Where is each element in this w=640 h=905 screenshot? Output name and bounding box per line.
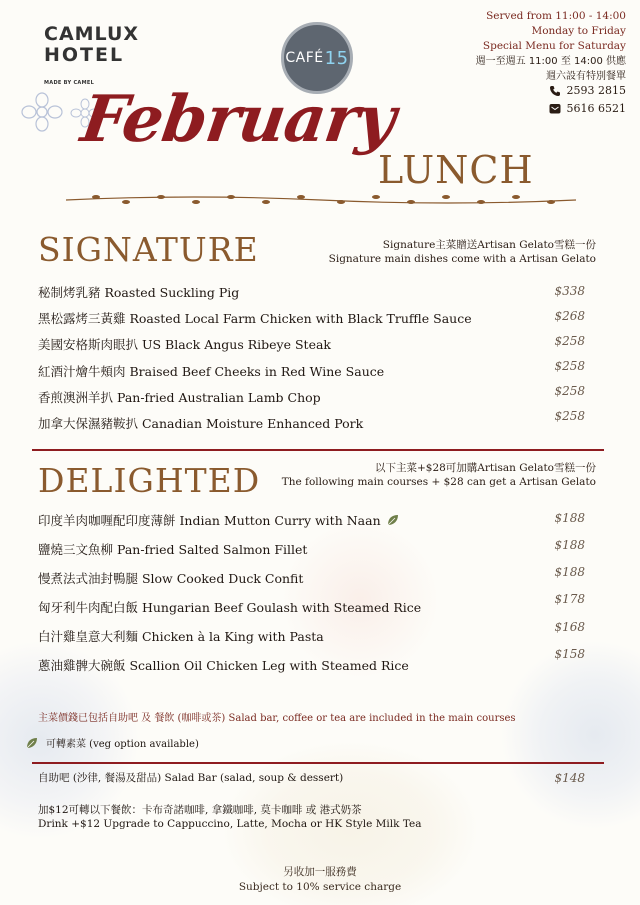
menu-item bbox=[38, 388, 321, 406]
menu-item-name: 慢煮法式油封鴨腿 Slow Cooked Duck Confit bbox=[38, 571, 304, 586]
menu-item-price: $268 bbox=[554, 309, 585, 323]
menu-item bbox=[38, 540, 307, 558]
delighted-section-note bbox=[282, 461, 596, 489]
menu-item-price: $338 bbox=[554, 284, 585, 298]
menu-item-price: $258 bbox=[554, 384, 585, 398]
menu-item-price: $178 bbox=[554, 592, 585, 606]
made-by-text: MADE BY CAMEL bbox=[44, 80, 95, 86]
menu-item-name: 鹽燒三文魚柳 Pan-fried Salted Salmon Fillet bbox=[38, 542, 308, 557]
menu-item-price: $258 bbox=[554, 334, 585, 348]
veg-option-note bbox=[26, 735, 199, 750]
menu-item bbox=[38, 627, 324, 645]
menu-item bbox=[38, 511, 399, 529]
menu-item-name: 蔥油雞髀大碗飯 Scallion Oil Chicken Leg with Steamed Rice bbox=[38, 658, 409, 673]
hours-line: Served from 11:00 - 14:00 bbox=[486, 10, 626, 22]
whatsapp-contact bbox=[549, 102, 627, 115]
cafe-badge-number: 15 bbox=[324, 47, 349, 69]
signature-section-note bbox=[329, 238, 596, 266]
february-script-title: February bbox=[76, 82, 400, 157]
cafe-badge-text: CAFÉ bbox=[285, 50, 324, 66]
service-hours bbox=[476, 9, 626, 84]
phone-number: 2593 2815 bbox=[566, 84, 626, 97]
drink-upgrade-en: Drink +$12 Upgrade to Cappuccino, Latte, Mocha or HK Style Milk Tea bbox=[38, 818, 422, 830]
phone-icon bbox=[549, 85, 561, 97]
menu-item-price: $188 bbox=[554, 511, 585, 525]
menu-item-price: $258 bbox=[554, 409, 585, 423]
hotel-logo-line2: HOTEL bbox=[44, 44, 125, 66]
menu-item-name: 匈牙利牛肉配白飯 Hungarian Beef Goulash with Steamed Rice bbox=[38, 600, 422, 615]
hours-line: 週一至週五 11:00 至 14:00 供應 bbox=[475, 56, 626, 67]
signature-note-zh: Signature主菜贈送Artisan Gelato雪糕一份 bbox=[382, 239, 596, 251]
menu-item-name: 香煎澳洲羊扒 Pan-fried Australian Lamb Chop bbox=[38, 390, 321, 405]
hours-line: Monday to Friday bbox=[531, 25, 626, 37]
menu-item-name: 白汁雞皇意大利麵 Chicken à la King with Pasta bbox=[38, 629, 324, 644]
menu-item bbox=[38, 569, 303, 587]
menu-item-price: $258 bbox=[554, 359, 585, 373]
signature-section-title: SIGNATURE bbox=[38, 230, 259, 269]
menu-item bbox=[38, 362, 384, 380]
included-note: 主菜價錢已包括自助吧 及 餐飲 (咖啡或茶) Salad bar, coffee or tea are included in the main courses bbox=[38, 713, 516, 724]
section-divider bbox=[32, 449, 604, 451]
menu-item bbox=[38, 283, 239, 301]
section-divider bbox=[32, 762, 604, 764]
drink-upgrade-zh: 加$12可轉以下餐飲：卡布奇諾咖啡, 拿鐵咖啡, 莫卡咖啡 或 港式奶茶 bbox=[38, 804, 362, 816]
veg-leaf-icon bbox=[26, 737, 38, 749]
menu-item bbox=[38, 309, 472, 327]
menu-item-name: 加拿大保濕豬鞍扒 Canadian Moisture Enhanced Pork bbox=[38, 416, 364, 431]
menu-item-price: $168 bbox=[554, 620, 585, 634]
veg-option-text: 可轉素菜 (veg option available) bbox=[46, 739, 199, 750]
veg-leaf-icon bbox=[387, 514, 399, 526]
phone-contact bbox=[549, 84, 627, 97]
menu-item-name: 印度羊肉咖喱配印度薄餅 Indian Mutton Curry with Naan bbox=[38, 513, 381, 528]
menu-item-price: $188 bbox=[554, 565, 585, 579]
menu-item-name: 黑松露烤三黃雞 Roasted Local Farm Chicken with Black Truffle Sauce bbox=[38, 311, 472, 326]
delighted-note-en: The following main courses + $28 can get a Artisan Gelato bbox=[281, 476, 596, 488]
vine-divider bbox=[66, 190, 576, 210]
menu-item bbox=[38, 414, 363, 432]
salad-bar-price: $148 bbox=[554, 771, 585, 785]
floral-wash-right bbox=[500, 640, 640, 830]
delighted-note-zh: 以下主菜+$28可加購Artisan Gelato雪糕一份 bbox=[374, 462, 596, 474]
menu-item bbox=[38, 598, 421, 616]
menu-item-name: 美國安格斯肉眼扒 US Black Angus Ribeye Steak bbox=[38, 337, 331, 352]
signature-note-en: Signature main dishes come with a Artisan Gelato bbox=[328, 253, 596, 265]
hours-line: Special Menu for Saturday bbox=[482, 40, 626, 52]
service-charge-en: Subject to 10% service charge bbox=[238, 881, 402, 893]
salad-bar-item: 自助吧 (沙律, 餐湯及甜品) Salad Bar (salad, soup & dessert) bbox=[38, 772, 344, 784]
hours-line: 週六設有特別餐單 bbox=[546, 71, 626, 82]
lunch-title: LUNCH bbox=[378, 148, 534, 192]
menu-item-price: $188 bbox=[554, 538, 585, 552]
menu-item bbox=[38, 335, 331, 353]
service-charge-zh: 另收加一服務費 bbox=[283, 866, 357, 878]
flower-icon bbox=[20, 92, 64, 132]
menu-item-name: 秘制烤乳豬 Roasted Suckling Pig bbox=[38, 285, 240, 300]
hotel-logo bbox=[44, 24, 139, 66]
menu-item bbox=[38, 656, 409, 674]
whatsapp-number: 5616 6521 bbox=[566, 102, 626, 115]
menu-item-name: 紅酒汁燴牛頰肉 Braised Beef Cheeks in Red Wine Sauce bbox=[38, 364, 385, 379]
message-icon bbox=[549, 103, 561, 115]
service-charge-note bbox=[0, 865, 640, 895]
hotel-logo-line1: CAMLUX bbox=[44, 23, 140, 45]
menu-item-price: $158 bbox=[554, 647, 585, 661]
delighted-section-title: DELIGHTED bbox=[38, 461, 261, 500]
